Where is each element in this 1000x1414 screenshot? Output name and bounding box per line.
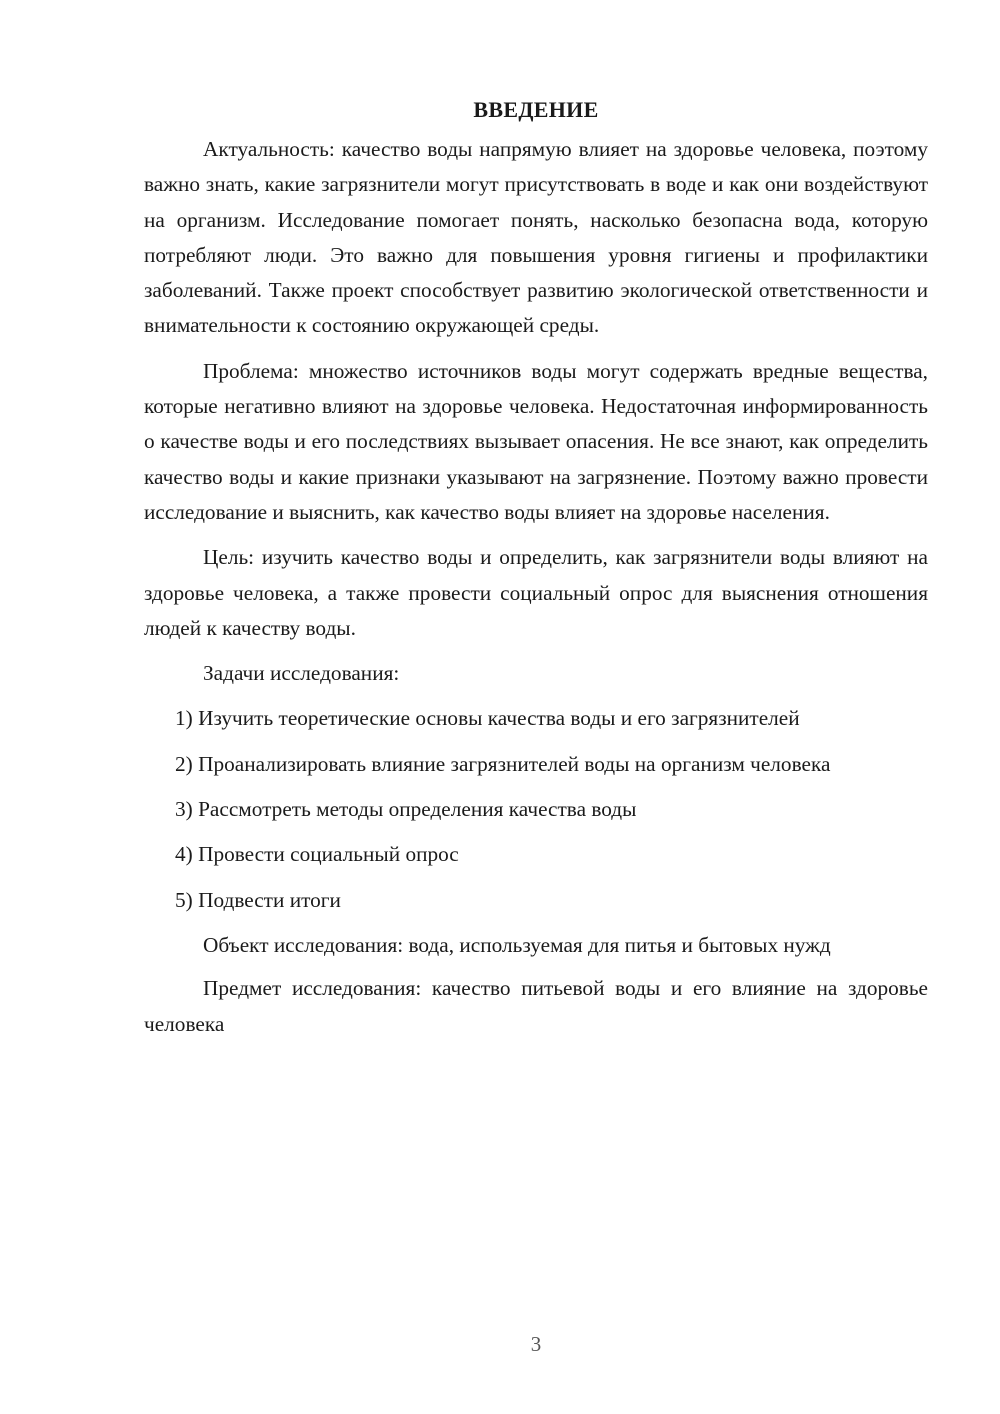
subject-paragraph: Предмет исследования: качество питьевой воды и его влияние на здоровье человека bbox=[144, 976, 928, 1036]
document-page bbox=[144, 92, 928, 1052]
task-item: 3) Рассмотреть методы определения качества воды bbox=[175, 797, 637, 822]
page-title: ВВЕДЕНИЕ bbox=[473, 97, 599, 122]
object-paragraph: Объект исследования: вода, используемая для питья и бытовых нужд bbox=[203, 932, 831, 957]
task-item: 4) Провести социальный опрос bbox=[175, 842, 459, 867]
task-item: 1) Изучить теоретические основы качества воды и его загрязнителей bbox=[175, 706, 800, 731]
relevance-paragraph: Актуальность: качество воды напрямую влияет на здоровье человека, поэтому важно знать, какие загрязнители могут присутствовать в воде и как они воздействуют на организм. Исследование помогает понять, насколько безопасна вода, которую потребляют люди. Это важно для повышения уровня гигиены и профилактики заболеваний. Также проект способствует развитию экологической ответственности и внимательности к состоянию окружающей среды. bbox=[144, 137, 928, 338]
task-item: 2) Проанализировать влияние загрязнителей воды на организм человека bbox=[175, 751, 831, 776]
tasks-list bbox=[144, 701, 928, 917]
page-number: 3 bbox=[530, 1332, 542, 1356]
problem-paragraph: Проблема: множество источников воды могут содержать вредные вещества, которые негативно влияют на здоровье человека. Недостаточная информированность о качестве воды и его последствиях вызывает опасения. Не все знают, как определить качество воды и какие признаки указывают на загрязнение. Поэтому важно провести исследование и выяснить, как качество воды влияет на здоровье населения. bbox=[144, 358, 928, 524]
task-item: 5) Подвести итоги bbox=[175, 887, 341, 912]
goal-paragraph: Цель: изучить качество воды и определить, как загрязнители воды влияют на здоровье человека, а также провести социальный опрос для выяснения отношения людей к качеству воды. bbox=[144, 545, 928, 640]
tasks-heading: Задачи исследования: bbox=[203, 661, 400, 686]
